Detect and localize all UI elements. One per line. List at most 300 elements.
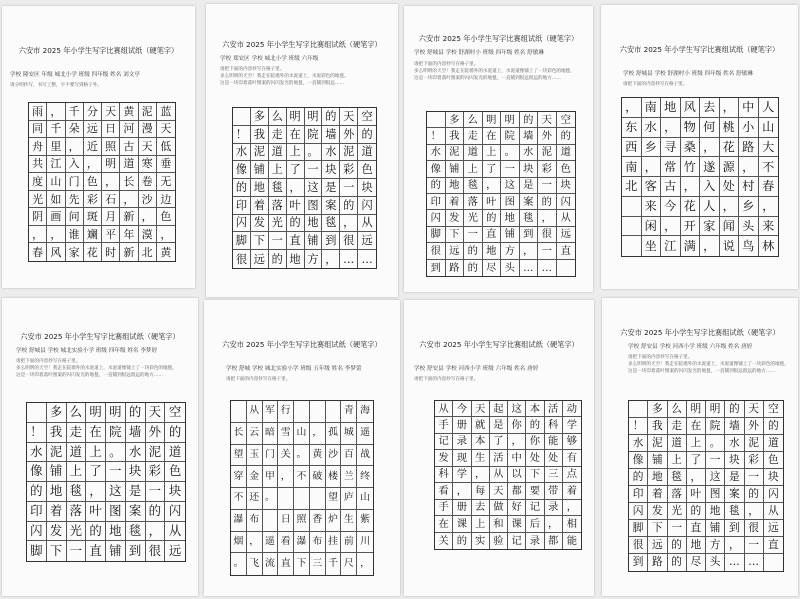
grid-cell [269,126,287,144]
handwritten-char: 风 [683,100,696,115]
grid-cell [668,554,687,571]
handwritten-char: 的 [289,216,301,230]
student-info: 学校 舒安县 学校 河西小学 班级 六年级 姓名 唐婷 [628,344,753,350]
handwritten-char: 战 [360,448,371,460]
handwritten-char: 毯 [271,180,283,194]
handwritten-char: 活 [493,451,504,464]
grid-cell [538,128,557,144]
grid-cell [233,108,251,126]
handwritten-char: 的 [632,469,644,483]
handwritten-char: 铺 [109,542,122,558]
grid-cell [739,138,759,158]
grid-cell [764,537,783,554]
handwritten-char: 的 [361,127,373,141]
grid-cell [642,98,662,118]
handwritten-char: 年 [123,227,135,241]
grid-cell [326,553,342,575]
instruction-text [414,61,575,82]
handwritten-char: 物 [683,120,696,135]
sheet-title: 六安市 2025 年小学生写字比赛组试纸（硬笔字） [222,40,382,49]
grid-cell [310,532,326,554]
grid-cell [278,401,294,423]
handwritten-char: 外 [541,129,552,142]
grid-cell [622,118,642,138]
grid-cell [648,537,667,554]
grid-cell [622,157,642,177]
handwritten-char: 铺 [49,463,63,479]
grid-cell [557,260,576,276]
grid-cell [278,466,294,488]
grid-cell [341,488,357,510]
handwritten-char: ， [486,179,497,192]
handwritten-char: 一 [271,234,283,248]
handwritten-char: 处 [722,179,735,194]
handwritten-char: 道 [560,146,571,159]
grid-cell [67,541,87,561]
grid-cell [648,401,667,418]
grid-cell [538,260,557,276]
handwritten-char: 学 [456,468,468,481]
grid-cell [706,418,725,435]
handwritten-char: ， [523,244,534,257]
grid-cell [538,243,557,259]
handwritten-char: 从 [493,468,504,481]
instruction-line: 多么明明的天空！我走在院墙外的水泥道上，水泥道像铺上了一块彩色的地毯， [628,362,789,367]
handwritten-char: 边 [160,192,172,206]
handwritten-char: 我 [449,129,460,142]
grid-cell [86,522,106,542]
grid-cell [322,250,340,268]
grid-cell [745,452,764,469]
grid-cell [453,533,471,549]
grid-cell [251,144,269,162]
grid-cell [520,128,539,144]
grid-cell [139,173,157,191]
handwritten-char: ， [742,159,755,174]
sheet-title: 六安市 2025 年小学生写字比赛组试纸（硬笔字） [620,328,780,337]
grid-cell [545,533,563,549]
handwritten-char: ， [703,139,716,154]
handwritten-char: 春 [762,179,775,194]
handwritten-char: 我 [49,423,63,439]
handwritten-char: 川 [360,535,371,547]
handwritten-char: 照 [105,139,117,153]
handwritten-char: 泥 [253,145,265,159]
handwritten-char: 入 [703,179,716,194]
grid-cell [557,145,576,161]
grid-cell [305,161,323,179]
handwritten-char: 毯 [729,503,740,517]
grid-cell [263,423,279,445]
grid-cell [29,138,47,156]
handwritten-char: 月 [105,210,117,224]
grid-cell [157,138,175,156]
grid-cell [102,173,120,191]
handwritten-char: 共 [32,157,44,171]
grid-cell [247,488,263,510]
handwritten-char: 直 [486,228,497,241]
grid-cell [668,469,687,486]
handwritten-char: 院 [504,129,515,142]
handwritten-char: 下 [296,558,307,570]
instruction-line: 这是一块印着落叶图案的闪闪发光的地毯，一直铺到很远很远的地方…… [16,373,164,378]
grid-cell [126,462,146,482]
grid-cell [27,502,47,522]
grid-cell [358,108,376,126]
handwritten-char: 地 [109,522,122,538]
grid-cell [563,516,581,532]
grid-cell [745,435,764,452]
handwritten-char: 破 [312,470,323,482]
grid-cell [563,467,581,483]
handwritten-char: 明 [289,109,301,123]
grid-cell [263,510,279,532]
handwritten-char: 着 [449,195,460,208]
grid-cell [47,156,65,174]
handwritten-char: 家 [703,218,716,233]
grid-cell [66,121,84,139]
grid-cell [247,445,263,467]
handwritten-char: … [523,261,534,274]
handwritten-char: 泥 [449,146,460,159]
handwritten-char: 很 [235,252,248,266]
handwritten-char: 外 [148,423,162,439]
handwritten-char: 这 [511,402,522,415]
handwritten-char: 低 [160,139,172,153]
handwritten-char: 水 [632,435,644,449]
handwritten-char: 了 [289,163,301,177]
handwritten-char: 到 [128,542,142,558]
handwritten-char: 光 [671,503,682,517]
grid-cell [278,553,294,575]
handwritten-char: 发 [438,451,449,464]
grid-cell [86,423,106,443]
grid-cell [251,215,269,233]
handwritten-char: 像 [30,463,43,479]
grid-cell [661,236,681,256]
handwritten-char: 道 [168,443,182,459]
grid-cell [706,452,725,469]
handwritten-char: 谁 [68,227,80,241]
handwritten-char: 地 [49,483,63,499]
grid-cell [648,503,667,520]
grid-cell [520,178,539,194]
handwritten-char: 么 [467,113,478,126]
grid-cell [47,138,65,156]
handwritten-char: 图 [307,198,319,212]
handwritten-char: ， [762,199,775,214]
grid-cell [29,243,47,261]
handwritten-char: 闪 [30,522,43,538]
grid-cell [251,232,269,250]
grid-cell [47,462,67,482]
grid-cell [681,138,701,158]
handwritten-char: 桃 [722,120,735,135]
grid-cell [453,500,471,516]
writing-grid [426,111,576,277]
grid-cell [47,226,65,244]
grid-cell [526,450,544,466]
handwritten-char: 一 [69,542,83,558]
handwritten-char: 南 [644,100,657,115]
handwritten-char: 泥 [148,443,162,459]
handwritten-char: 记 [511,534,522,547]
handwritten-char: 我 [253,127,265,141]
handwritten-char: 远 [560,228,571,241]
grid-cell [269,250,287,268]
handwritten-char: 泥 [748,435,759,449]
grid-cell [294,488,310,510]
grid-cell [520,243,539,259]
handwritten-char: ， [729,537,740,551]
grid-cell [563,533,581,549]
grid-cell [557,210,576,226]
grid-cell [538,178,557,194]
handwritten-char: 山 [296,427,307,439]
grid-cell [483,243,502,259]
handwritten-char: 的 [671,555,682,569]
handwritten-char: 在 [438,517,449,530]
grid-cell [126,423,146,443]
grid-cell [563,483,581,499]
grid-cell [745,503,764,520]
grid-cell [642,118,662,138]
handwritten-char: ， [50,104,62,118]
grid-cell [472,483,490,499]
grid-cell [341,466,357,488]
grid-cell [233,250,251,268]
grid-cell [629,469,648,486]
grid-cell [278,488,294,510]
handwritten-char: ， [312,427,323,439]
handwritten-char: … [361,252,373,266]
grid-cell [725,469,744,486]
grid-cell [139,191,157,209]
handwritten-char: ， [748,503,759,517]
grid-cell [102,121,120,139]
handwritten-char: 瀑 [233,514,244,526]
handwritten-char: 铺 [253,163,265,177]
student-info: 学校 舒城 学校 城北实验小学 班级 五年级 姓名 李梦蕾 [226,366,362,372]
handwritten-char: 的 [690,503,702,517]
instruction-line: 多么明明的天空！我走在院墙外的水泥道上，水泥道像铺上了一块彩色的地毯， [414,69,575,74]
grid-cell [146,522,166,542]
grid-cell [648,418,667,435]
handwritten-char: 发 [49,522,63,538]
grid-cell [563,417,581,433]
grid-cell [563,500,581,516]
handwritten-char: 泥 [541,146,552,159]
handwritten-char: 兰 [343,470,354,482]
grid-cell [453,467,471,483]
handwritten-char: 关 [438,534,449,547]
handwritten-char: 地 [664,100,677,115]
handwritten-char: 从 [768,503,779,517]
grid-cell [427,227,446,243]
handwritten-char: ， [722,100,735,115]
grid-cell [120,138,138,156]
handwritten-char: 都 [511,484,522,497]
grid-cell [545,434,563,450]
grid-cell [294,445,310,467]
handwritten-char: 从 [361,216,373,230]
handwritten-char: 竹 [683,159,696,174]
handwritten-char: 地 [652,469,663,483]
grid-cell [263,466,279,488]
grid-cell [501,161,520,177]
grid-cell [725,486,744,503]
handwritten-char: 明 [109,404,122,420]
handwritten-char: 直 [289,234,301,248]
grid-cell [557,227,576,243]
grid-cell [326,488,342,510]
handwritten-char: 一 [307,163,319,177]
handwritten-char: 林 [762,239,775,254]
handwritten-char: … [748,555,759,569]
grid-cell [739,236,759,256]
handwritten-char: 光 [271,216,283,230]
handwritten-char: 远 [168,542,182,558]
handwritten-char: 村 [742,179,755,194]
grid-cell [27,423,47,443]
grid-cell [706,486,725,503]
grid-cell [27,443,47,463]
grid-cell [120,208,138,226]
handwritten-char: ， [148,522,162,538]
grid-cell [305,250,323,268]
handwritten-char: 紫 [360,514,371,526]
handwritten-char: 册 [456,501,468,514]
grid-cell [661,217,681,237]
handwritten-char: 天 [105,104,117,118]
grid-cell [165,423,185,443]
handwritten-char: 近 [86,139,98,153]
handwritten-char: 块 [768,469,779,483]
grid-cell [720,197,740,217]
handwritten-char: 手 [438,501,449,514]
grid-cell [464,210,483,226]
handwritten-char: 空 [768,401,779,415]
grid-cell [231,510,247,532]
grid-cell [47,482,67,502]
grid-cell [453,450,471,466]
handwritten-char: 长 [123,174,135,188]
grid-cell [661,177,681,197]
handwritten-char: 西 [625,139,638,154]
handwritten-char: 落 [271,198,283,212]
grid-cell [287,250,305,268]
handwritten-char: 金 [249,470,260,482]
grid-cell [538,194,557,210]
grid-cell [661,138,681,158]
grid-cell [84,191,102,209]
handwritten-char: 挂 [328,535,338,547]
grid-cell [490,401,508,417]
handwritten-char: ， [86,157,98,171]
grid-cell [545,500,563,516]
handwritten-char: ， [89,483,102,499]
handwritten-char: 乡 [644,139,657,154]
writing-grid [26,402,186,562]
grid-cell [427,112,446,128]
handwritten-char: 块 [361,180,373,194]
handwritten-char: 记 [438,435,449,448]
grid-cell [538,112,557,128]
grid-cell [233,179,251,197]
grid-cell [102,103,120,121]
grid-cell [146,462,166,482]
handwritten-char: 天 [541,113,552,126]
grid-cell [278,532,294,554]
grid-cell [681,197,701,217]
handwritten-char: 远 [652,537,663,551]
handwritten-char: 动 [566,402,578,415]
handwritten-char: 寻 [664,139,677,154]
grid-cell [648,469,667,486]
handwritten-char: 百 [343,448,354,460]
handwritten-char: 不 [233,492,244,504]
grid-cell [47,443,67,463]
grid-cell [47,423,67,443]
handwritten-char: 像 [632,452,644,466]
grid-cell [563,401,581,417]
handwritten-char: 一 [709,452,721,466]
grid-cell [508,434,526,450]
handwritten-char: 花 [86,245,98,259]
grid-cell [538,227,557,243]
grid-cell [520,227,539,243]
handwritten-char: 泥 [652,435,663,449]
grid-cell [687,452,706,469]
instruction-text [414,376,478,383]
handwritten-char: 看 [280,535,291,547]
handwritten-char: 上 [89,443,102,459]
handwritten-char: 今 [456,402,468,415]
grid-cell [725,435,744,452]
handwritten-char: 长 [233,427,244,439]
handwritten-char: ！ [632,418,644,432]
grid-cell [247,510,263,532]
handwritten-char: 地 [709,503,721,517]
handwritten-char: 色 [560,162,571,175]
grid-cell [700,177,720,197]
grid-cell [648,520,667,537]
grid-cell [700,98,720,118]
grid-cell [446,178,465,194]
grid-cell [269,215,287,233]
grid-cell [464,227,483,243]
handwritten-char: 望 [233,448,244,460]
handwritten-char: 水 [644,120,657,135]
handwritten-char: 带 [547,484,559,497]
handwritten-char: 案 [325,198,337,212]
handwritten-char: 图 [504,195,515,208]
grid-cell [725,401,744,418]
grid-cell [231,466,247,488]
handwritten-char: 水 [325,145,337,159]
handwritten-char: 空 [560,113,571,126]
grid-cell [357,553,373,575]
handwritten-char: 千 [68,104,80,118]
grid-cell [446,260,465,276]
handwritten-char: 沙 [141,192,153,206]
handwritten-char: 的 [560,129,571,142]
grid-cell [642,236,662,256]
handwritten-char: 明 [709,401,721,415]
handwritten-char: 遥 [360,427,371,439]
instruction-line: 请把下面的内容抄写在格子里。 [16,359,81,364]
handwritten-char: 地 [307,216,319,230]
